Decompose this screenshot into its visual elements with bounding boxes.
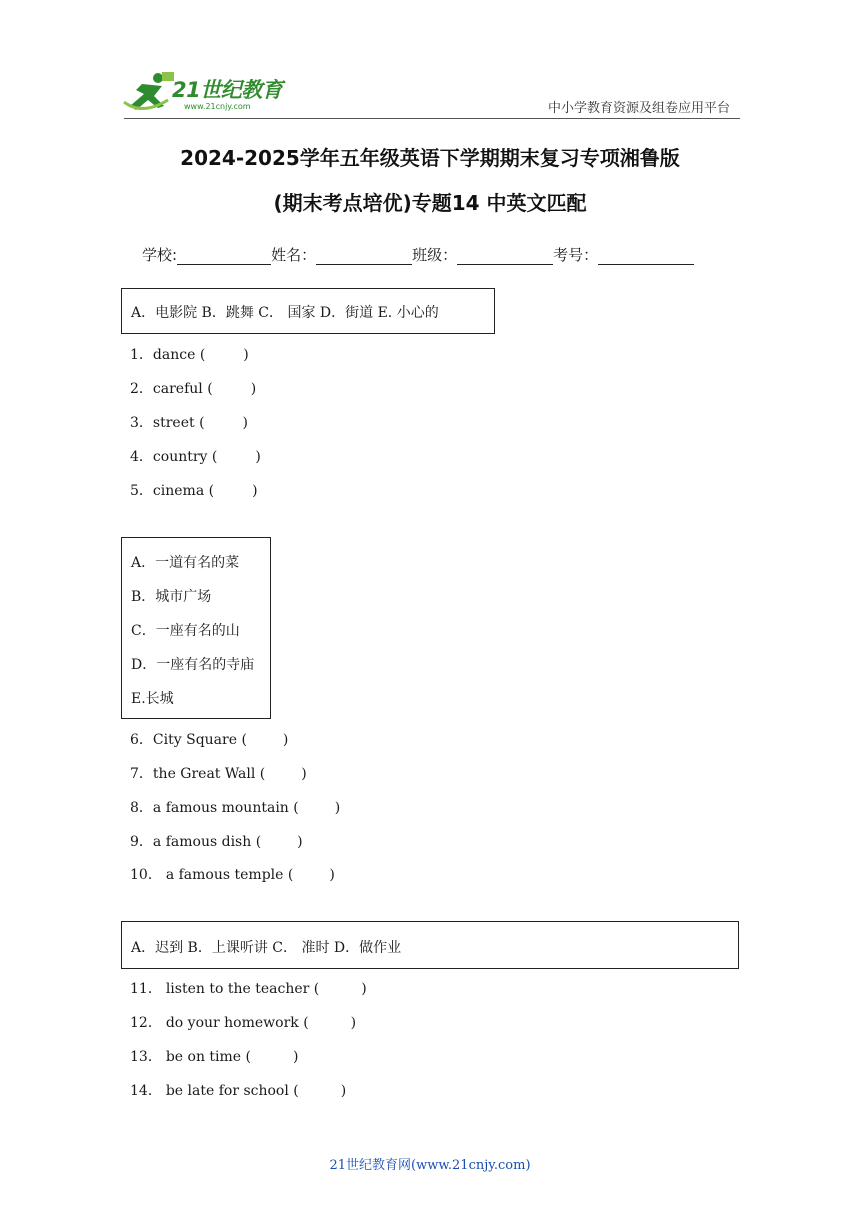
school-label: 学校: [142,246,178,264]
options-box-2 [121,537,271,719]
footer-link[interactable]: 21世纪教育网(www.21cnjy.com) [329,1158,531,1173]
school-field[interactable] [142,244,271,265]
option-b: B．城市广场 [131,589,212,605]
header-divider [124,118,740,119]
question-item-2: 2．careful ( ) [130,381,257,397]
options-box-3 [121,921,739,969]
logo-text: 21世纪教育 [172,78,283,102]
question-item-4: 4．country ( ) [130,449,261,465]
question-item-8: 8．a famous mountain ( ) [130,800,341,816]
page-title: 2024-2025学年五年级英语下学期期末复习专项湘鲁版 [180,146,680,170]
option-e: E.长城 [131,691,174,707]
question-item-9: 9．a famous dish ( ) [130,834,303,850]
name-label: 姓名： [271,246,317,264]
question-item-6: 6．City Square ( ) [130,732,289,748]
options-text-3: A．迟到 B．上课听讲 C． 准时 D．做作业 [131,940,402,956]
name-field[interactable] [271,244,412,265]
question-item-12: 12． do your homework ( ) [130,1015,357,1031]
class-field[interactable] [412,244,553,265]
school-blank[interactable] [177,247,271,265]
question-item-14: 14． be late for school ( ) [130,1083,347,1099]
question-item-13: 13． be on time ( ) [130,1049,299,1065]
option-a: A．一道有名的菜 [131,555,240,571]
exam-no-blank[interactable] [598,247,694,265]
platform-label: 中小学教育资源及组卷应用平台 [547,101,730,116]
page-subtitle: (期末考点培优)专题14 中英文匹配 [273,191,587,215]
option-c: C．一座有名的山 [131,623,240,639]
class-label: 班级： [412,246,458,264]
question-item-1: 1．dance ( ) [130,347,249,363]
exam-no-field[interactable] [553,244,694,265]
option-d: D．一座有名的寺庙 [131,657,255,673]
student-info [142,244,694,265]
question-item-3: 3．street ( ) [130,415,249,431]
question-item-7: 7．the Great Wall ( ) [130,766,307,782]
options-box-1 [121,288,495,334]
question-item-5: 5．cinema ( ) [130,483,258,499]
logo-url: www.21cnjy.com [184,102,251,111]
options-text-1: A．电影院 B．跳舞 C． 国家 D．街道 E. 小心的 [131,305,439,321]
name-blank[interactable] [316,247,412,265]
question-item-11: 11． listen to the teacher ( ) [130,981,367,997]
exam-no-label: 考号： [553,246,599,264]
class-blank[interactable] [457,247,553,265]
question-item-10: 10． a famous temple ( ) [130,867,335,883]
